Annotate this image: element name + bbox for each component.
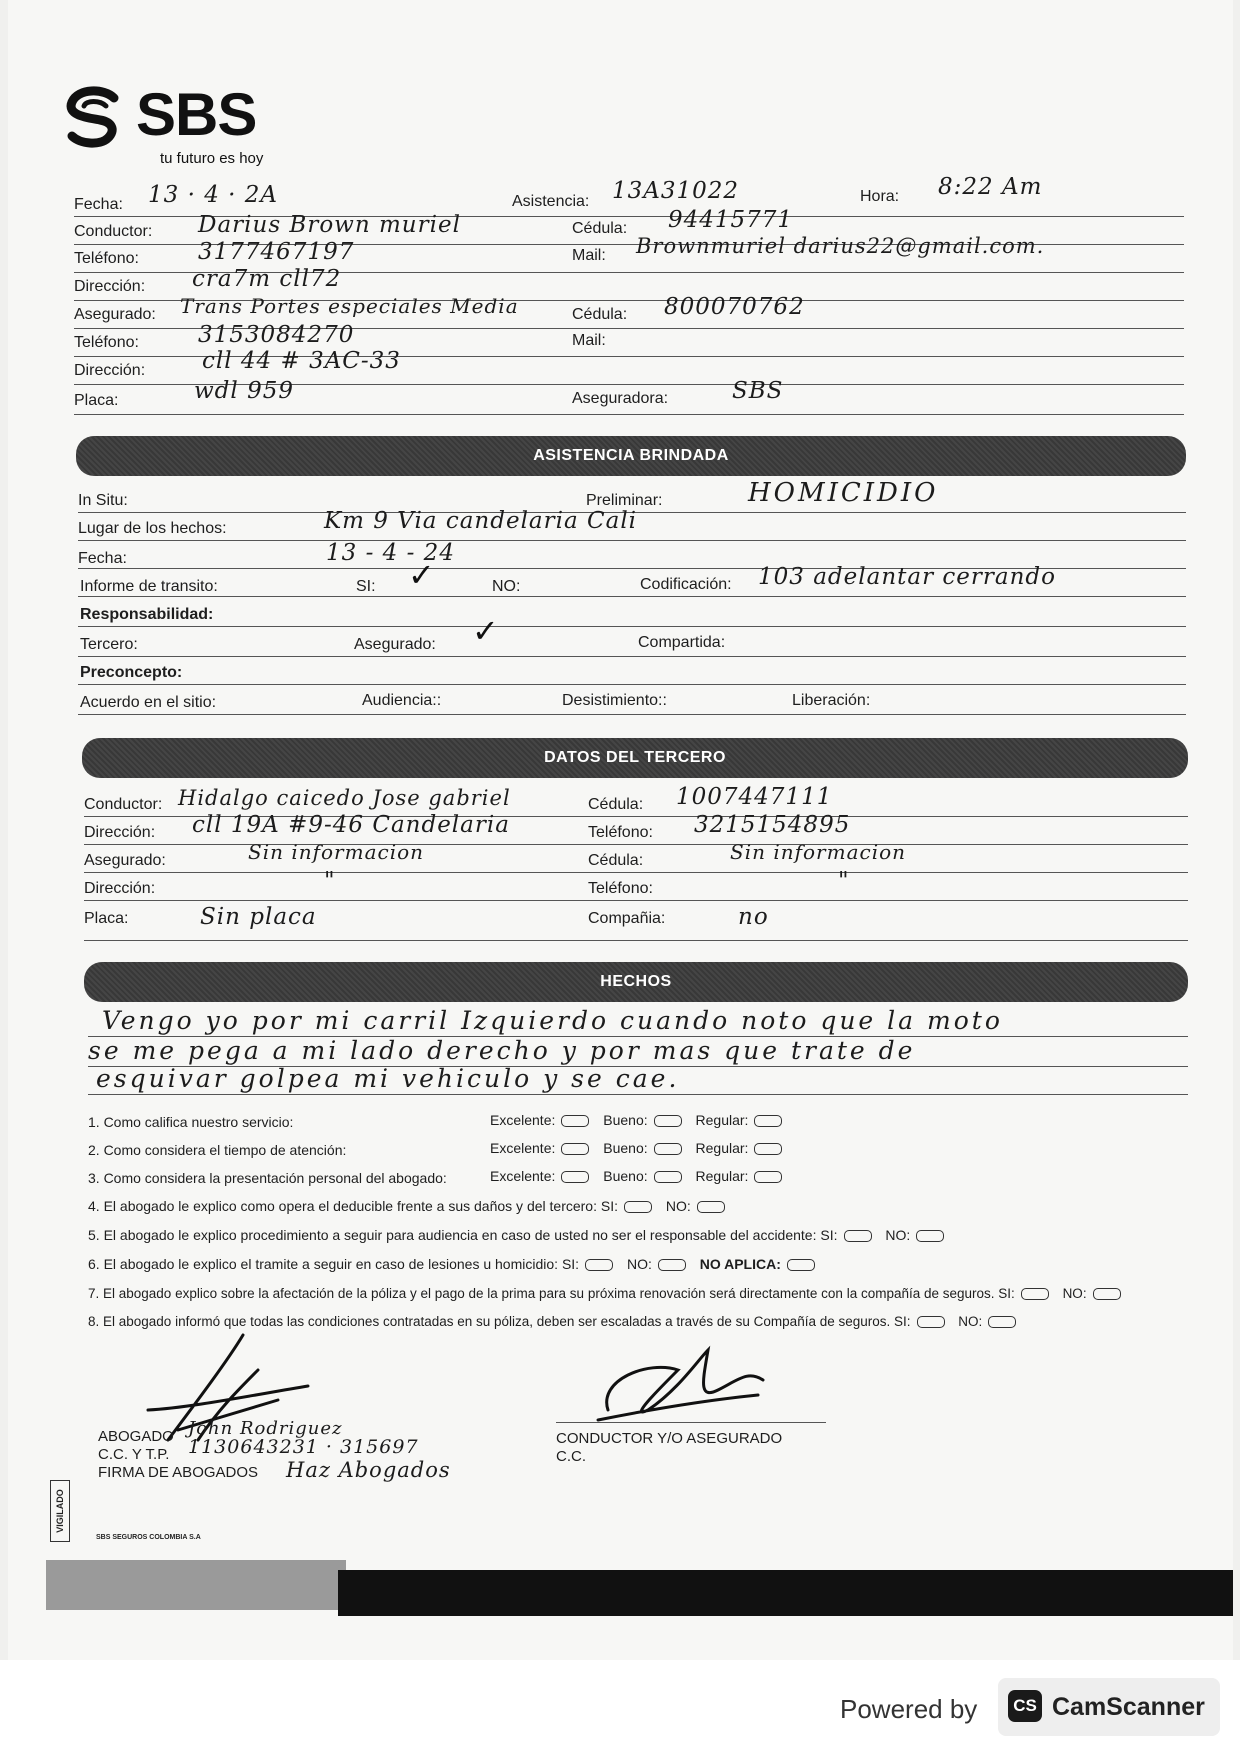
footer-black-band <box>338 1570 1233 1616</box>
q4-no-label: NO: <box>665 1198 691 1214</box>
q2-excelente-checkbox[interactable] <box>561 1143 589 1155</box>
q4-si-checkbox[interactable] <box>624 1201 652 1213</box>
survey-q3: 3. Como considera la presentación personal del abogado: <box>88 1170 447 1186</box>
codificacion-label: Codificación: <box>640 576 732 593</box>
q3-regular-checkbox[interactable] <box>754 1171 782 1183</box>
tercero-asegurado-label: Asegurado: <box>84 852 166 869</box>
q8-no-checkbox[interactable] <box>988 1316 1016 1328</box>
tercero-direccion2-value: " <box>324 868 336 894</box>
tercero-placa-value: Sin placa <box>200 904 317 930</box>
direccion2-value: cll 44 # 3AC-33 <box>202 348 401 374</box>
fecha-value: 13 · 4 · 2A <box>148 182 279 208</box>
company-footer: SBS SEGUROS COLOMBIA S.A <box>96 1534 201 1541</box>
tercero-conductor-value: Hidalgo caicedo Jose gabriel <box>178 786 511 810</box>
tercero-direccion-label: Dirección: <box>84 824 156 841</box>
lugar-value: Km 9 Via candelaria Cali <box>324 508 638 534</box>
survey-q2-options <box>490 1140 792 1156</box>
hechos-line-2: se me pega a mi lado derecho y por mas que trate de <box>88 1036 916 1065</box>
asegurado-resp-check-icon: ✓ <box>472 613 499 649</box>
survey-q7-row <box>88 1286 1121 1301</box>
informe-label: Informe de transito: <box>80 578 218 595</box>
survey-q5: 5. El abogado le explico procedimiento a seguir para audiencia en caso de usted no ser el responsable del accidente: SI: <box>88 1227 838 1243</box>
hora-label: Hora: <box>860 188 900 205</box>
cedula2-value: 800070762 <box>664 294 805 320</box>
survey-q8: 8. El abogado informó que todas las condiciones contratadas en su póliza, deben ser escaladas a través de su Compañía de seguros. SI: <box>88 1314 911 1329</box>
q1-regular-checkbox[interactable] <box>754 1115 782 1127</box>
cedula-label: Cédula: <box>572 220 628 237</box>
sbs-logo-icon <box>60 84 128 152</box>
mail-value: Brownmuriel darius22@gmail.com. <box>636 234 1045 258</box>
camscanner-logo-icon: CS <box>1008 1690 1042 1722</box>
codificacion-value: 103 adelantar cerrando <box>758 564 1056 590</box>
q7-no-checkbox[interactable] <box>1093 1288 1121 1300</box>
asistencia-section-bar <box>76 436 1186 476</box>
q8-si-checkbox[interactable] <box>917 1316 945 1328</box>
cedula-value: 94415771 <box>668 207 794 233</box>
vigilado-badge <box>50 1480 70 1542</box>
q6-si-checkbox[interactable] <box>585 1259 613 1271</box>
lugar-label: Lugar de los hechos: <box>78 520 227 537</box>
tercero-placa-label: Placa: <box>84 910 129 927</box>
conductor-value: Darius Brown muriel <box>198 212 461 238</box>
acuerdo-label: Acuerdo en el sitio: <box>80 694 217 711</box>
tercero-direccion2-label: Dirección: <box>84 880 156 897</box>
telefono-value: 3177467197 <box>198 239 355 265</box>
scanned-form-page <box>8 0 1233 1660</box>
vigilado-text: VIGILADO <box>55 1489 66 1533</box>
q1-bueno-label: Bueno: <box>603 1112 648 1128</box>
direccion-value: cra7m cll72 <box>192 266 342 292</box>
camscanner-watermark <box>0 1660 1240 1755</box>
preconcepto-label: Preconcepto: <box>80 664 183 681</box>
abogado-cc-label: C.C. Y T.P. <box>98 1446 170 1463</box>
survey-q6-row <box>88 1256 825 1272</box>
survey-q1: 1. Como califica nuestro servicio: <box>88 1114 294 1130</box>
tercero-telefono2-value: " <box>838 868 850 894</box>
survey-q8-row <box>88 1314 1026 1329</box>
q2-excelente-label: Excelente: <box>490 1140 556 1156</box>
survey-q7: 7. El abogado explico sobre la afectación de la póliza y el pago de la prima para su próxima renovación será directamente con la compañía de seguros. SI: <box>88 1286 1015 1301</box>
camscanner-badge <box>998 1678 1220 1736</box>
tercero-cedula2-label: Cédula: <box>588 852 644 869</box>
tercero-telefono-label: Teléfono: <box>588 824 653 841</box>
q4-no-checkbox[interactable] <box>697 1201 725 1213</box>
telefono2-value: 3153084270 <box>198 322 355 348</box>
abogado-label: ABOGADO <box>98 1428 174 1445</box>
conductor-asegurado-label: CONDUCTOR Y/O ASEGURADO <box>556 1430 783 1447</box>
survey-q4: 4. El abogado le explico como opera el deducible frente a sus daños y del tercero: SI: <box>88 1198 618 1214</box>
survey-q3-options <box>490 1168 792 1184</box>
direccion2-label: Dirección: <box>74 362 146 379</box>
compartida-label: Compartida: <box>638 634 726 651</box>
tercero-cedula2-value: Sin informacion <box>730 840 907 864</box>
tercero-cedula-value: 1007447111 <box>676 784 833 810</box>
cedula2-label: Cédula: <box>572 306 628 323</box>
tercero-direccion-value: cll 19A #9-46 Candelaria <box>192 812 510 838</box>
hechos-section-bar <box>84 962 1188 1002</box>
brand-tagline: tu futuro es hoy <box>160 150 264 167</box>
q3-bueno-checkbox[interactable] <box>654 1171 682 1183</box>
q1-regular-label: Regular: <box>695 1112 749 1128</box>
q3-regular-label: Regular: <box>695 1168 749 1184</box>
footer-grey-band <box>46 1560 346 1610</box>
conductor-signature <box>588 1340 768 1440</box>
insitu-label: In Situ: <box>78 492 128 509</box>
q1-excelente-checkbox[interactable] <box>561 1115 589 1127</box>
q3-excelente-checkbox[interactable] <box>561 1171 589 1183</box>
q6-noaplica-label: NO APLICA: <box>699 1256 781 1272</box>
q2-bueno-checkbox[interactable] <box>654 1143 682 1155</box>
aseguradora-value: SBS <box>732 378 784 404</box>
firma-abogados-label: FIRMA DE ABOGADOS <box>98 1464 259 1481</box>
q7-si-checkbox[interactable] <box>1021 1288 1049 1300</box>
responsabilidad-label: Responsabilidad: <box>80 606 214 623</box>
survey-q4-row <box>88 1198 735 1214</box>
survey-q2: 2. Como considera el tiempo de atención: <box>88 1142 347 1158</box>
sbs-logo <box>60 81 310 167</box>
tercero-telefono2-label: Teléfono: <box>588 880 653 897</box>
mail-label: Mail: <box>572 247 606 264</box>
desistimiento-label: Desistimiento:: <box>562 692 667 709</box>
camscanner-name: CamScanner <box>1052 1693 1205 1721</box>
tercero-section-bar <box>82 738 1188 778</box>
q6-no-label: NO: <box>626 1256 652 1272</box>
hechos-line-1: Vengo yo por mi carril Izquierdo cuando noto que la moto <box>102 1006 1003 1035</box>
preliminar-label: Preliminar: <box>586 492 663 509</box>
q1-bueno-checkbox[interactable] <box>654 1115 682 1127</box>
abogado-cc: 1130643231 · 315697 <box>188 1436 419 1458</box>
placa-label: Placa: <box>74 392 119 409</box>
q8-no-label: NO: <box>958 1314 983 1329</box>
q1-excelente-label: Excelente: <box>490 1112 556 1128</box>
informe-si-check-icon: ✓ <box>408 557 435 593</box>
tercero-conductor-label: Conductor: <box>84 796 163 813</box>
conductor-cc-label: C.C. <box>556 1448 586 1465</box>
hechos-section-title: HECHOS <box>600 973 672 990</box>
asegurado-label: Asegurado: <box>74 306 156 323</box>
direccion-label: Dirección: <box>74 278 146 295</box>
telefono2-label: Teléfono: <box>74 334 139 351</box>
informe-no-label: NO: <box>492 578 521 595</box>
fecha-label: Fecha: <box>74 196 123 213</box>
asistencia-label: Asistencia: <box>512 193 590 210</box>
hora-value: 8:22 Am <box>938 174 1043 200</box>
fecha-hechos-value: 13 - 4 - 24 <box>326 540 455 566</box>
informe-si-label: SI: <box>356 578 376 595</box>
tercero-label: Tercero: <box>80 636 138 653</box>
survey-q5-row <box>88 1227 954 1243</box>
tercero-compania-label: Compañia: <box>588 910 666 927</box>
aseguradora-label: Aseguradora: <box>572 390 669 407</box>
audiencia-label: Audiencia:: <box>362 692 442 709</box>
preliminar-value: HOMICIDIO <box>748 478 939 508</box>
tercero-compania-value: no <box>738 904 769 930</box>
q2-bueno-label: Bueno: <box>603 1140 648 1156</box>
telefono-label: Teléfono: <box>74 250 139 267</box>
survey-q6: 6. El abogado le explico el tramite a seguir en caso de lesiones u homicidio: SI: <box>88 1256 580 1272</box>
powered-by-text: Powered by <box>840 1694 978 1724</box>
q5-no-label: NO: <box>885 1227 911 1243</box>
tercero-asegurado-value: Sin informacion <box>248 840 425 864</box>
tercero-telefono-value: 3215154895 <box>694 812 851 838</box>
hechos-line-3: esquivar golpea mi vehiculo y se cae. <box>96 1064 680 1093</box>
tercero-cedula-label: Cédula: <box>588 796 644 813</box>
survey-q1-options <box>490 1112 792 1128</box>
asegurado-value: Trans Portes especiales Media <box>180 294 519 318</box>
asegurado-resp-label: Asegurado: <box>354 636 436 653</box>
q7-no-label: NO: <box>1062 1286 1087 1301</box>
asistencia-section-title: ASISTENCIA BRINDADA <box>533 447 729 464</box>
fecha-hechos-label: Fecha: <box>78 550 127 567</box>
q6-noaplica-checkbox[interactable] <box>787 1259 815 1271</box>
conductor-label: Conductor: <box>74 223 153 240</box>
q5-si-checkbox[interactable] <box>844 1230 872 1242</box>
q6-no-checkbox[interactable] <box>658 1259 686 1271</box>
placa-value: wdl 959 <box>194 378 294 404</box>
liberacion-label: Liberación: <box>792 692 871 709</box>
abogado-name: John Rodriguez <box>188 1418 343 1439</box>
firma-abogados-value: Haz Abogados <box>286 1458 451 1482</box>
q3-bueno-label: Bueno: <box>603 1168 648 1184</box>
q2-regular-label: Regular: <box>695 1140 749 1156</box>
mail2-label: Mail: <box>572 332 606 349</box>
tercero-section-title: DATOS DEL TERCERO <box>544 749 726 766</box>
asistencia-value: 13A31022 <box>612 178 740 204</box>
q5-no-checkbox[interactable] <box>916 1230 944 1242</box>
q2-regular-checkbox[interactable] <box>754 1143 782 1155</box>
brand-name: SBS <box>136 81 257 148</box>
q3-excelente-label: Excelente: <box>490 1168 556 1184</box>
